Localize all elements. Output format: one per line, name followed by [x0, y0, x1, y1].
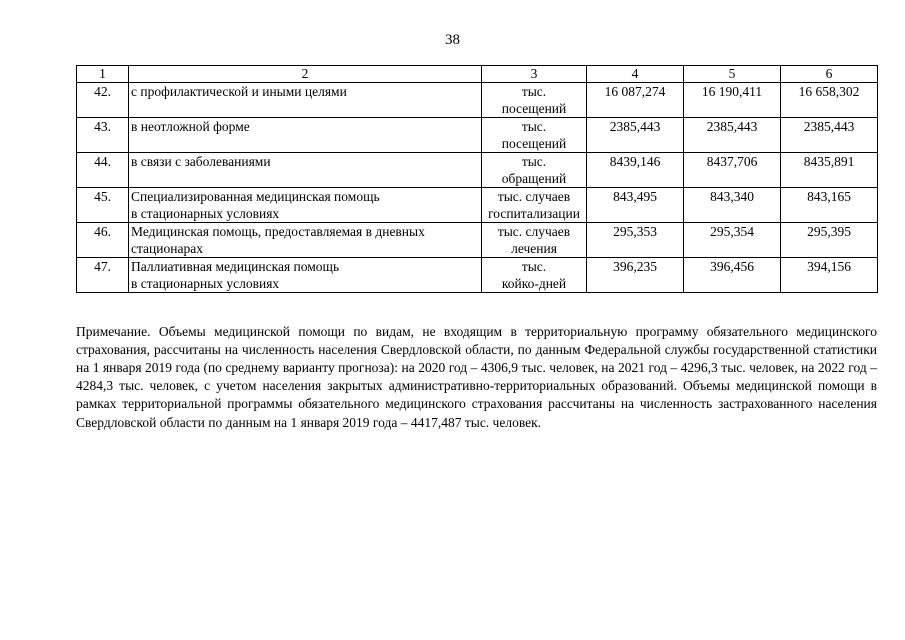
table-footnote: Примечание. Объемы медицинской помощи по видам, не входящим в территориальную программу обязательного медицинского страхования, рассчитаны на численность населения Свердловской области, по данным Федеральной службы государственной статистики на 1 января 2019 года (по среднему варианту прогноза): на 2020 год – 4306,9 тыс. человек, на 2021 год – 4296,3 тыс. человек, на 2022 год – 4284,3 тыс. человек, с учетом населения закрытых административно-территориальных образований. Объемы медицинской помощи в рамках территориальной программы обязательного медицинского страхования рассчитаны на численность застрахованного населения Свердловской области по данным на 1 января 2019 года – 4417,487 тыс. человек.: [76, 323, 877, 430]
value-2020: 295,353: [587, 223, 684, 258]
value-2022: 843,165: [781, 188, 878, 223]
unit-line-2: посещений: [501, 101, 567, 116]
value-2022: 8435,891: [781, 153, 878, 188]
row-number: 46.: [77, 223, 129, 258]
table-header-row: [77, 66, 878, 83]
unit-line-2: лечения: [511, 241, 557, 256]
value-2020: 16 087,274: [587, 83, 684, 118]
unit-line-1: тыс.: [521, 154, 547, 169]
value-2021: 8437,706: [684, 153, 781, 188]
value-2022: 394,156: [781, 258, 878, 293]
column-number-1: 1: [77, 66, 129, 83]
table-row: [77, 223, 878, 258]
unit-of-measure: [482, 153, 587, 188]
row-number: 43.: [77, 118, 129, 153]
row-number: 42.: [77, 83, 129, 118]
table-row: [77, 83, 878, 118]
value-2021: 843,340: [684, 188, 781, 223]
row-number: 45.: [77, 188, 129, 223]
unit-line-1: тыс. случаев: [497, 189, 571, 204]
unit-line-1: тыс.: [521, 259, 547, 274]
table-row: [77, 258, 878, 293]
name-line-1: Медицинская помощь, предоставляемая в дневных: [131, 224, 425, 239]
column-number-5: 5: [684, 66, 781, 83]
care-type-name: в связи с заболеваниями: [129, 153, 482, 188]
column-number-4: 4: [587, 66, 684, 83]
value-2021: 295,354: [684, 223, 781, 258]
value-2022: 16 658,302: [781, 83, 878, 118]
unit-line-2: обращений: [501, 171, 567, 186]
care-type-name: [129, 223, 482, 258]
medical-care-volume-table: [76, 65, 878, 293]
care-type-name: в неотложной форме: [129, 118, 482, 153]
care-type-name: [129, 188, 482, 223]
value-2021: 2385,443: [684, 118, 781, 153]
unit-line-2: госпитализации: [488, 206, 580, 221]
name-line-2: в стационарных условиях: [131, 276, 280, 291]
column-number-6: 6: [781, 66, 878, 83]
value-2020: 396,235: [587, 258, 684, 293]
value-2022: 2385,443: [781, 118, 878, 153]
table-row: [77, 118, 878, 153]
column-number-3: 3: [482, 66, 587, 83]
value-2020: 8439,146: [587, 153, 684, 188]
name-line-1: Специализированная медицинская помощь: [131, 189, 380, 204]
unit-of-measure: [482, 223, 587, 258]
unit-line-1: тыс.: [521, 84, 547, 99]
unit-of-measure: [482, 258, 587, 293]
value-2020: 2385,443: [587, 118, 684, 153]
unit-line-1: тыс. случаев: [497, 224, 571, 239]
unit-of-measure: [482, 188, 587, 223]
unit-of-measure: [482, 83, 587, 118]
name-line-2: в стационарных условиях: [131, 206, 280, 221]
unit-line-1: тыс.: [521, 119, 547, 134]
unit-of-measure: [482, 118, 587, 153]
row-number: 47.: [77, 258, 129, 293]
page-number: 38: [445, 32, 460, 48]
unit-line-2: посещений: [501, 136, 567, 151]
table-row: [77, 153, 878, 188]
care-type-name: [129, 258, 482, 293]
name-line-1: Паллиативная медицинская помощь: [131, 259, 340, 274]
row-number: 44.: [77, 153, 129, 188]
value-2020: 843,495: [587, 188, 684, 223]
table-row: [77, 188, 878, 223]
unit-line-2: койко-дней: [501, 276, 567, 291]
column-number-2: 2: [129, 66, 482, 83]
care-type-name: с профилактической и иными целями: [129, 83, 482, 118]
value-2021: 396,456: [684, 258, 781, 293]
value-2022: 295,395: [781, 223, 878, 258]
name-line-2: стационарах: [131, 241, 203, 256]
value-2021: 16 190,411: [684, 83, 781, 118]
